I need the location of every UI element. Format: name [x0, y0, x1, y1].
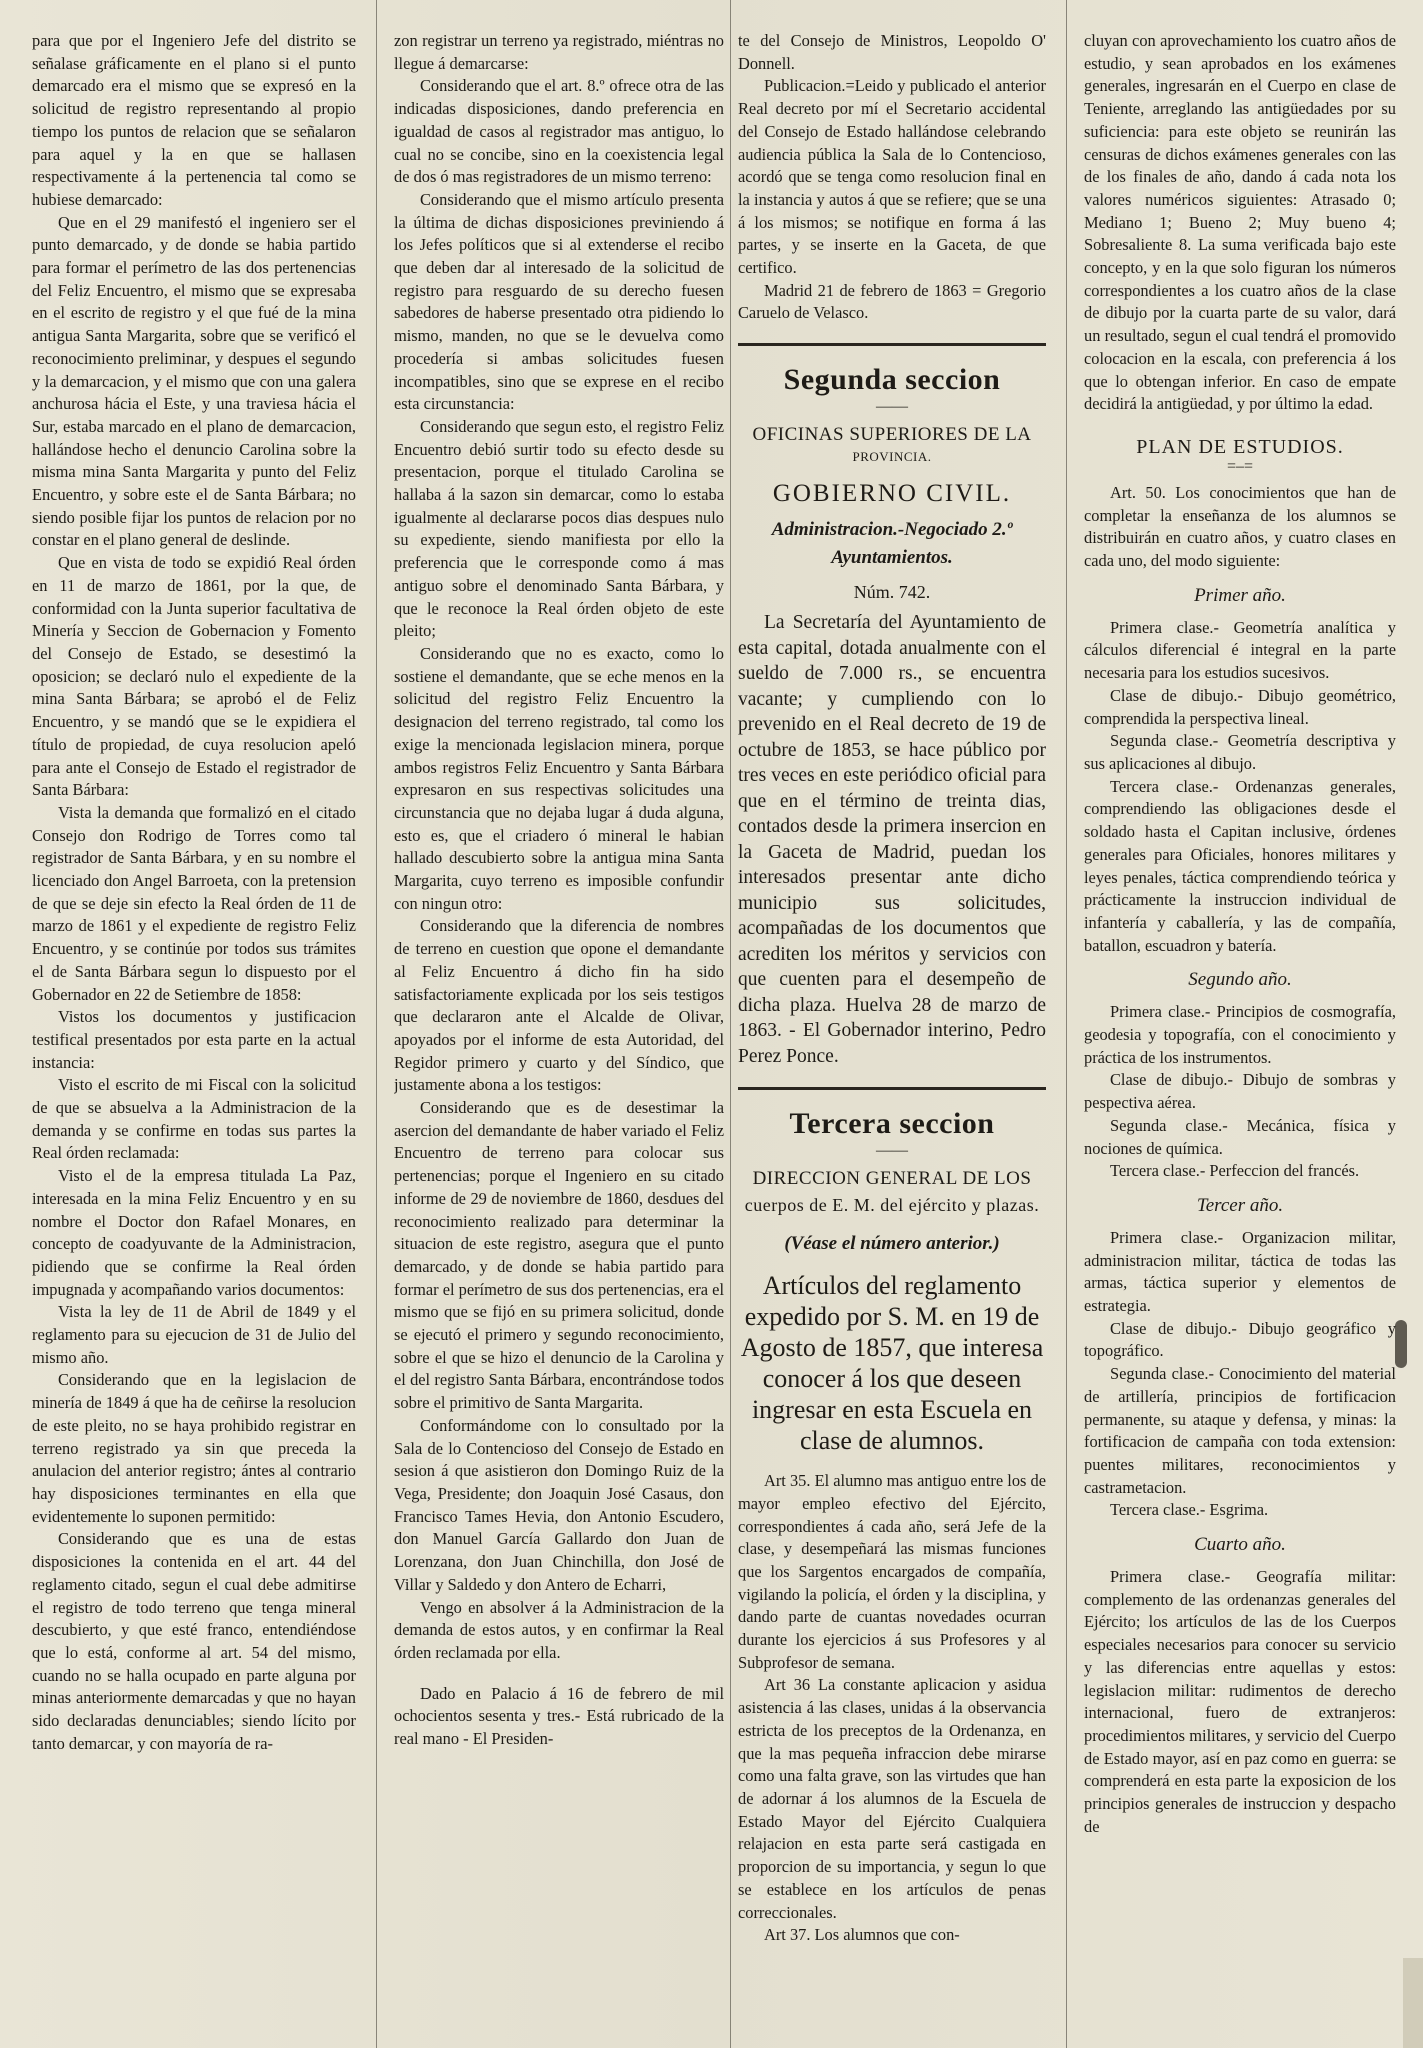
- paragraph: Vista la ley de 11 de Abril de 1849 y el reglamento para su ejecucion de 31 de Julio del mismo año.: [32, 1302, 356, 1367]
- paragraph: Vengo en absolver á la Administracion de la demanda de estos autos, y en confirmar la Real órden reclamada por ella.: [394, 1597, 724, 1662]
- column-1: [32, 30, 356, 2040]
- see-previous-note: (Véase el número anterior.): [784, 1233, 1000, 1255]
- notice-body-wrap: [738, 610, 1046, 1069]
- notice-body: La Secretaría del Ayuntamiento de esta capital, dotada anualmente con el sueldo de 7.000 rs., se encuentra vacante; y cumpliendo con lo prevenido en el Real decreto de 19 de octubre de 1853, se hace público por tres veces en este periódico oficial para que en el término de treinta dias, contados desde la primera insercion en la Gaceta de Madrid, puedan los interesados presentar ante dicho municipio sus solicitudes, acompañadas de los documentos que acrediten los méritos y servicios con que cuenten para el desempeño de dicha plaza. Huelva 28 de marzo de 1863. - El Gobernador interino, Pedro Perez Ponce.: [738, 612, 1046, 1067]
- office-heading: OFICINAS SUPERIORES DE LA: [752, 424, 1032, 446]
- year-heading: Cuarto año.: [1194, 1534, 1286, 1556]
- paragraph: Vista la demanda que formalizó en el citado Consejo don Rodrigo de Torres como tal registrador de Santa Bárbara, y en su nombre el licenciado don Angel Barroeta, con la pretension de que se deje sin efecto la Real órden de 11 de marzo de 1861 y el expediente de registro Feliz Encuentro, y se continúe por todos sus trámites el de Santa Bárbara segun lo dispuesto por el Gobernador en 22 de Setiembre de 1858:: [32, 802, 356, 1004]
- paragraph: Considerando que es una de estas disposiciones la contenida en el art. 44 del reglamento citado, segun el cual debe admitirse el registro de todo terreno que tenga mineral descubierto, y que esté franco, entendiéndose que lo está, conforme al art. 54 del mismo, cuando no se halla ocupado en parte alguna por minas anteriormente demarcadas y que no hayan sido declaradas denunciables; siendo lícito por tanto demarcar, y con mayoría de ra-: [32, 1529, 356, 1753]
- column-rule: [730, 0, 731, 2048]
- paragraph: Que en el 29 manifestó el ingeniero ser el punto demarcado, y de donde se habia partido para formar el perímetro de las dos pertenencias del Feliz Encuentro, el mismo que se expresaba en el escrito de registro y el que fué de la mina antigua Santa Margarita, sobre que se verificó el reconocimiento preliminar, y despues el segundo y la demarcacion, y el mismo que con una galera anchurosa hácia el Este, y una traviesa hácia el Sur, estaba marcado en el plano de demarcacion, hallándose hecho el denuncio Carolina sobre la misma mina Santa Margarita y punto del Feliz Encuentro, y sobre este el de Santa Bárbara; no siendo posible fijar los puntos de relacion por no constar en el plano general de deslinde.: [32, 212, 356, 550]
- paragraph: te del Consejo de Ministros, Leopoldo O' Donnell.: [738, 31, 1046, 73]
- paragraph: Considerando que es de desestimar la asercion del demandante de haber variado el Feliz Encuentro de terreno para colocar sus pertenencias; porque el Ingeniero en su citado informe de 29 de noviembre de 1860, desdues del reconocimiento realizado para determinar la situacion de este registro, asegura que el punto demarcado, y de donde se habia partido para formar el perímetro de sus dos pertenencias, era el mismo que se fijó en su primera solicitud, donde se ejecutó el primero y segundo reconocimiento, sobre el que se hizo el denuncio de la Carolina y el del registro Santa Bárbara, encontrándose todos sobre el primitivo de Santa Margarita.: [394, 1098, 724, 1413]
- paragraph: zon registrar un terreno ya registrado, miéntras no llegue á demarcarse:: [394, 31, 724, 73]
- course-item: Primera clase.- Geografía militar: complemento de las ordenanzas generales del Ejército; los artículos de las de los Cuerpos especiales necesarios para conocer su servicio y las diferencias entre aquellas y estos: legislacion militar: rudimentos de derecho internacional, fuero de extranjeros: procedimientos militares, y servicio del Cuerpo de Estado mayor, así en paz como en guerra: se comprenderá en esta parte la exposicion de los principios generales de instruccion y despacho de: [1084, 1567, 1396, 1836]
- ayuntamientos-heading: Ayuntamientos.: [831, 547, 953, 569]
- heading-dash: ——: [876, 398, 908, 416]
- negociado-heading: Administracion.-Negociado 2.º: [771, 519, 1013, 541]
- regulation-title: Artículos del reglamento expedido por S. M. en 19 de Agosto de 1857, que interesa conocer á los que deseen ingresar en esta Escuela en clase de alumnos.: [740, 1271, 1044, 1456]
- signature-line: Madrid 21 de febrero de 1863 = Gregorio Caruelo de Velasco.: [738, 280, 1046, 323]
- course-item: Tercera clase.- Ordenanzas generales, comprendiendo las obligaciones desde el soldado hasta el Capitan inclusive, órdenes generales para Oficiales, honores militares y leyes penales, táctica comprendiendo teórica y prácticamente la instruccion individual de infantería y caballería, y las de compañía, batallon, escuadron y batería.: [1084, 776, 1396, 955]
- paragraph: Dado en Palacio á 16 de febrero de mil ochocientos sesenta y tres.- Está rubricado de la real mano - El Presiden-: [394, 1683, 724, 1749]
- section-heading: Segunda seccion: [783, 363, 1001, 397]
- notice-number: Núm. 742.: [853, 582, 931, 603]
- gobierno-heading: GOBIERNO CIVIL.: [772, 480, 1012, 508]
- page-corner-mark: [1403, 1958, 1423, 2048]
- paragraph: para que por el Ingeniero Jefe del distrito se señalase gráficamente en el plano si el punto demarcado era el mismo que se expresó en la solicitud de registro representando al propio tiempo los puntos de relacion que se señalaron para aquel y la en que se hallasen respectivamente á la pertenencia tal como se hubiese demarcado:: [32, 31, 356, 209]
- column-rule: [1066, 0, 1067, 2048]
- course-item: Primera clase.- Principios de cosmografía, geodesia y topografía, con el conocimiento y práctica de los instrumentos.: [1084, 1002, 1396, 1067]
- column-rule: [376, 0, 377, 2048]
- paragraph: Considerando que segun esto, el registro Feliz Encuentro debió surtir todo su efecto desde su presentacion, porque el titulado Carolina se hallaba á la sazon sin demarcar, como lo estaba igualmente al declararse pocos dias despues nulo su expediente, siendo manifiesta por ello la preferencia que le corresponde como á mas antiguo sobre el denominado Santa Bárbara, y que le reconoce la Real órden objeto de este pleito;: [394, 416, 724, 641]
- paragraph: Visto el de la empresa titulada La Paz, interesada en la mina Feliz Encuentro y en su nombre el Doctor don Rafael Monares, en concepto de coadyuvante de la Administracion, pidiendo que se confirme la Real órden impugnada y acompañando varios documentos:: [32, 1166, 356, 1299]
- paragraph: Considerando que en la legislacion de minería de 1849 á que ha de ceñirse la resolucion de este pleito, no se haya prohibido registrar en terreno registrado ya sin que preceda la anulacion del anterior registro; ántes al contrario hay disposiciones terminantes en ella que evidentemente lo suponen permitido:: [32, 1370, 356, 1526]
- article: Art. 50. Los conocimientos que han de completar la enseñanza de los alumnos se distribuirán en cuatro años, y cuatro clases en cada uno, del modo siguiente:: [1084, 482, 1396, 571]
- year-heading: Primer año.: [1194, 584, 1286, 606]
- course-item: Segunda clase.- Geometría descriptiva y sus aplicaciones al dibujo.: [1084, 731, 1396, 773]
- plan-heading: PLAN DE ESTUDIOS.: [1136, 435, 1344, 458]
- course-item: Tercera clase.- Esgrima.: [1110, 1500, 1269, 1520]
- paragraph: Considerando que el mismo artículo presenta la última de dichas disposiciones previniendo á los Jefes políticos que si al extenderse el recibo que deben dar al interesado de la solicitud de registro para resguardo de su derecho fuesen sabedores de haberse presentado otra pidiendo lo mismo, manden, no que se le devuelva como procedería si ambas solicitudes fuesen incompatibles, sino que se exprese en el recibo esta circunstancia:: [394, 189, 724, 414]
- course-item: Clase de dibujo.- Dibujo geométrico, comprendida la perspectiva lineal.: [1084, 685, 1396, 728]
- course-item: Tercera clase.- Perfeccion del francés.: [1110, 1161, 1360, 1181]
- paragraph: cluyan con aprovechamiento los cuatro años de estudio, y sean aprobados en los exámenes generales, ingresarán en el Cuerpo en clase de Teniente, arreglando las antigüedades por su suficiencia: para este objeto se reunirán las censuras de dichos exámenes generales con las de los finales de año, dando á cada nota los valores numéricos siguientes: Atrasado 0; Mediano 1; Bueno 2; Muy bueno 4; Sobresaliente 8. La suma verificada bajo este concepto, y en la que solo figuran los números correspondientes a los cuatro años de la clase de dibujo por la cuarta parte de su valor, dará un resultado, segun el cual tendrá el promovido colocacion en la escala, con preferencia á los que lo obtengan inferior. En caso de empate decidirá la antigüedad, y por último la edad.: [1084, 31, 1396, 414]
- course-item: Segunda clase.- Conocimiento del material de artillería, principios de fortificacion permanente, su ataque y defensa, y minas: la fortificacion de campaña con toda extension: puentes militares, reconocimientos y castrametacion.: [1084, 1364, 1396, 1497]
- paragraph: Que en vista de todo se expidió Real órden en 11 de marzo de 1861, por la que, de conformidad con la Junta superior facultativa de Minería y Seccion de Gobernacion y Fomento del Consejo de Estado, se desestimó la oposicion; se declaró nulo el expediente de la mina Santa Bárbara; se aprobó el de Feliz Encuentro, y se mandó que se le expidiera el título de propiedad, de cuya resolucion apeló para ante el Consejo de Estado el registrador de Santa Bárbara:: [32, 553, 356, 800]
- article: Art 35. El alumno mas antiguo entre los de mayor empleo efectivo del Ejército, correspondientes á cada año, será Jefe de la clase, y desempeñará las mismas funciones que los Sargentos encargados de compañía, vigilando la policía, el órden y la disciplina, y dando parte de cuantas novedades ocurran durante los ejercicios á sus Profesores y al Subprofesor de semana.: [738, 1471, 1046, 1672]
- section-heading: Tercera seccion: [789, 1107, 995, 1141]
- course-item: Clase de dibujo.- Dibujo de sombras y pespectiva aérea.: [1084, 1070, 1396, 1113]
- year-heading: Segundo año.: [1188, 969, 1292, 991]
- course-item: Clase de dibujo.- Dibujo geográfico y topográfico.: [1084, 1318, 1396, 1361]
- paragraph: Visto el escrito de mi Fiscal con la solicitud de que se absuelva a la Administracion de la demanda y se confirme en todas sus partes la Real órden reclamada:: [32, 1075, 356, 1163]
- heading-dash: =‒=: [1226, 457, 1254, 475]
- course-item: Primera clase.- Organizacion militar, administracion militar, táctica de todas las armas, táctica superior y elementos de estrategia.: [1084, 1227, 1396, 1316]
- article: Art 37. Los alumnos que con-: [764, 1925, 960, 1945]
- heading-dash: ——: [876, 1142, 908, 1160]
- column-3: [738, 30, 1046, 2040]
- course-item: Primera clase.- Geometría analítica y cálculos diferencial é integral en la parte necesaria para los estudios sucesivos.: [1084, 617, 1396, 683]
- paragraph: Publicacion.=Leido y publicado el anterior Real decreto por mí el Secretario accidental del Consejo de Estado hallándose celebrando audiencia pública la Sala de lo Contencioso, acordó que se tenga como resolucion final en la instancia y autos á que se refiere; que se una á los mismos; se notifique en forma á las partes, y se inserte en la Gaceta, de que certifico.: [738, 76, 1046, 278]
- office-subheading: PROVINCIA.: [852, 449, 932, 465]
- direccion-heading: DIRECCION GENERAL DE LOS: [752, 1168, 1032, 1190]
- article: Art 36 La constante aplicacion y asidua asistencia á las clases, unidas á la observancia estricta de los preceptos de la Ordenanza, en que la mas pequeña infraccion debe mirarse como una falta grave, son las virtudes que han de adornar á los alumnos de la Escuela de Estado Mayor del Ejército Cualquiera relajacion en esta parte será castigada en proporcion de su importancia, y segun lo que se establece en los artículos de penas correccionales.: [738, 1675, 1046, 1922]
- direccion-subheading: cuerpos de E. M. del ejército y plazas.: [744, 1195, 1040, 1216]
- column-2: [394, 30, 724, 2040]
- paragraph: Considerando que el art. 8.º ofrece otra de las indicadas disposiciones, dando preferencia en igualdad de casos al registrador mas antiguo, lo cual no se concibe, sino en la coexistencia legal de dos ó mas registradores de un mismo terreno:: [394, 76, 724, 187]
- year-heading: Tercer año.: [1196, 1194, 1284, 1216]
- section-divider: [738, 1087, 1046, 1090]
- paragraph: Conformándome con lo consultado por la Sala de lo Contencioso del Consejo de Estado en sesion á que asistieron don Domingo Ruiz de la Vega, Presidente; don Joaquin José Casaus, don Francisco Tames Hevia, don Antonio Escudero, don Manuel García Gallardo don Juan de Lorenzana, don Juan Chinchilla, don José de Villar y Saldedo y don Antero de Echarri,: [394, 1415, 724, 1594]
- section-divider: [738, 343, 1046, 346]
- course-item: Segunda clase.- Mecánica, física y nociones de química.: [1084, 1115, 1396, 1158]
- page-edge-mark: [1395, 1320, 1407, 1368]
- paragraph: Considerando que la diferencia de nombres de terreno en cuestion que opone el demandante al Feliz Encuentro á dicho fin ha sido satisfactoriamente explicada por los seis testigos que declararon ante el Alcalde de Olivar, apoyados por el informe de esta Autoridad, del Regidor primero y cuarto y del Síndico, que justamente abona a los testigos:: [394, 916, 724, 1095]
- paragraph: Vistos los documentos y justificacion testifical presentados por esta parte en la actual instancia:: [32, 1007, 356, 1072]
- column-4: [1084, 30, 1396, 2040]
- paragraph: Considerando que no es exacto, como lo sostiene el demandante, que se eche menos en la solicitud del registro Feliz Encuentro la designacion del terreno registrado, tal como los exige la mencionada legislacion minera, porque ambos registros Feliz Encuentro y Santa Bárbara expresaron en sus respectivas solicitudes una circunstancia que no dejaba lugar á duda alguna, esto es, que el criadero ó mineral le habian hallado descubierto sobre la antigua mina Santa Margarita, cuyo terreno es imposible confundir con ningun otro:: [394, 643, 724, 913]
